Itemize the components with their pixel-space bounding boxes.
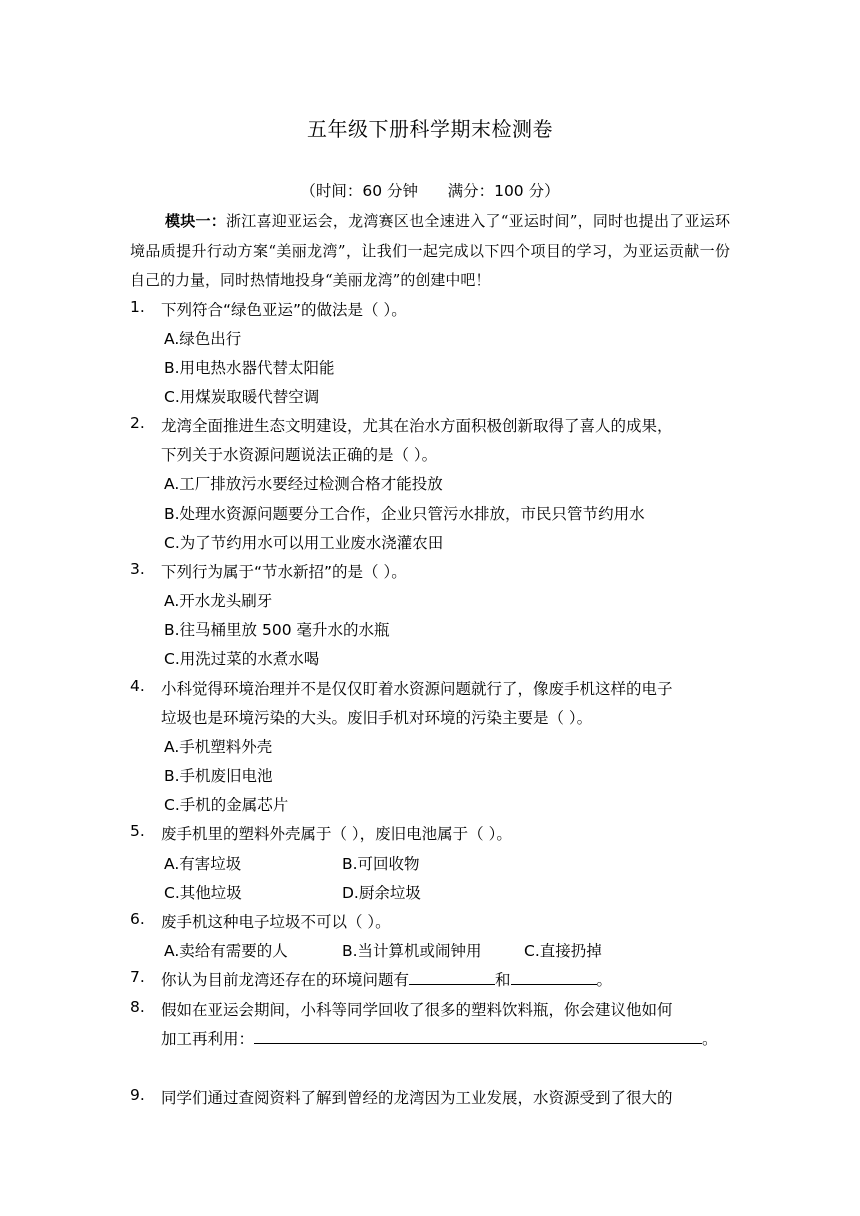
question-text: 下列行为属于“节水新招”的是（ ）。 [161, 563, 407, 581]
question-number: 1. [130, 298, 145, 316]
q5-option-d: D.厨余垃圾 [342, 884, 421, 902]
answer-blank-2[interactable] [511, 970, 597, 985]
question-text-line1: 假如在亚运会期间，小科等同学回收了很多的塑料饮料瓶，你会建议他如何 [161, 1001, 673, 1019]
q2-option-c: C.为了节约用水可以用工业废水浇灌农田 [164, 534, 444, 552]
question-number: 5. [130, 822, 145, 840]
question-text-line1: 同学们通过查阅资料了解到曾经的龙湾因为工业发展，水资源受到了很大的 [161, 1089, 673, 1107]
q1-option-a: A.绿色出行 [164, 330, 242, 348]
q6-option-a: A.卖给有需要的人 [164, 942, 288, 960]
q3-option-c: C.用洗过菜的水煮水喝 [164, 650, 320, 668]
q4-option-c: C.手机的金属芯片 [164, 796, 289, 814]
question-text: 废手机这种电子垃圾不可以（ ）。 [161, 913, 391, 931]
module-intro-text: 浙江喜迎亚运会，龙湾赛区也全速进入了“亚运时间”，同时也提出了亚运环境品质提升行动方案“美丽龙湾”，让我们一起完成以下四个项目的学习，为亚运贡献一份自己的力量，同时热情地投身“美丽龙湾”的创建中吧！ [130, 212, 730, 289]
q5-option-b: B.可回收物 [342, 855, 420, 873]
q6-option-b: B.当计算机或闹钟用 [342, 942, 482, 960]
exam-time-score: （时间：60 分钟 满分：100 分） [300, 182, 560, 200]
question-number: 2. [130, 414, 145, 432]
question-text-line1: 小科觉得环境治理并不是仅仅盯着水资源问题就行了，像废手机这样的电子 [161, 680, 673, 698]
q4-option-b: B.手机废旧电池 [164, 767, 273, 785]
question-text-and: 和 [495, 971, 511, 989]
question-text-line2: 加工再利用： [161, 1030, 255, 1048]
question-text: 下列符合“绿色亚运”的做法是（ ）。 [161, 301, 407, 319]
q6-option-c: C.直接扔掉 [524, 942, 602, 960]
q5-option-c: C.其他垃圾 [164, 884, 242, 902]
question-number: 3. [130, 560, 145, 578]
question-text: 你认为目前龙湾还存在的环境问题有 [161, 971, 410, 989]
question-text-end: 。 [702, 1030, 718, 1048]
question-text-line2: 下列关于水资源问题说法正确的是（ ）。 [161, 446, 438, 464]
question-text-line2: 垃圾也是环境污染的大头。废旧手机对环境的污染主要是（ ）。 [161, 709, 593, 727]
answer-blank-1[interactable] [409, 970, 495, 985]
q3-option-a: A.开水龙头刷牙 [164, 592, 273, 610]
question-number: 8. [130, 998, 145, 1016]
module-intro [130, 207, 730, 296]
question-text-end: 。 [596, 971, 613, 989]
answer-blank[interactable] [254, 1029, 702, 1044]
q5-option-a: A.有害垃圾 [164, 855, 242, 873]
page-title: 五年级下册科学期末检测卷 [307, 117, 553, 141]
question-number: 7. [130, 968, 145, 986]
module-label: 模块一： [165, 212, 227, 230]
q2-option-a: A.工厂排放污水要经过检测合格才能投放 [164, 475, 443, 493]
question-number: 9. [130, 1086, 145, 1104]
question-number: 4. [130, 677, 145, 695]
question-text-line1: 龙湾全面推进生态文明建设，尤其在治水方面积极创新取得了喜人的成果， [161, 417, 673, 435]
question-text: 废手机里的塑料外壳属于（ ），废旧电池属于（ ）。 [161, 825, 512, 843]
q2-option-b: B.处理水资源问题要分工合作，企业只管污水排放，市民只管节约用水 [164, 505, 645, 523]
q3-option-b: B.往马桶里放 500 毫升水的水瓶 [164, 621, 390, 639]
q1-option-b: B.用电热水器代替太阳能 [164, 359, 335, 377]
q4-option-a: A.手机塑料外壳 [164, 738, 273, 756]
q1-option-c: C.用煤炭取暖代替空调 [164, 388, 320, 406]
question-number: 6. [130, 910, 145, 928]
